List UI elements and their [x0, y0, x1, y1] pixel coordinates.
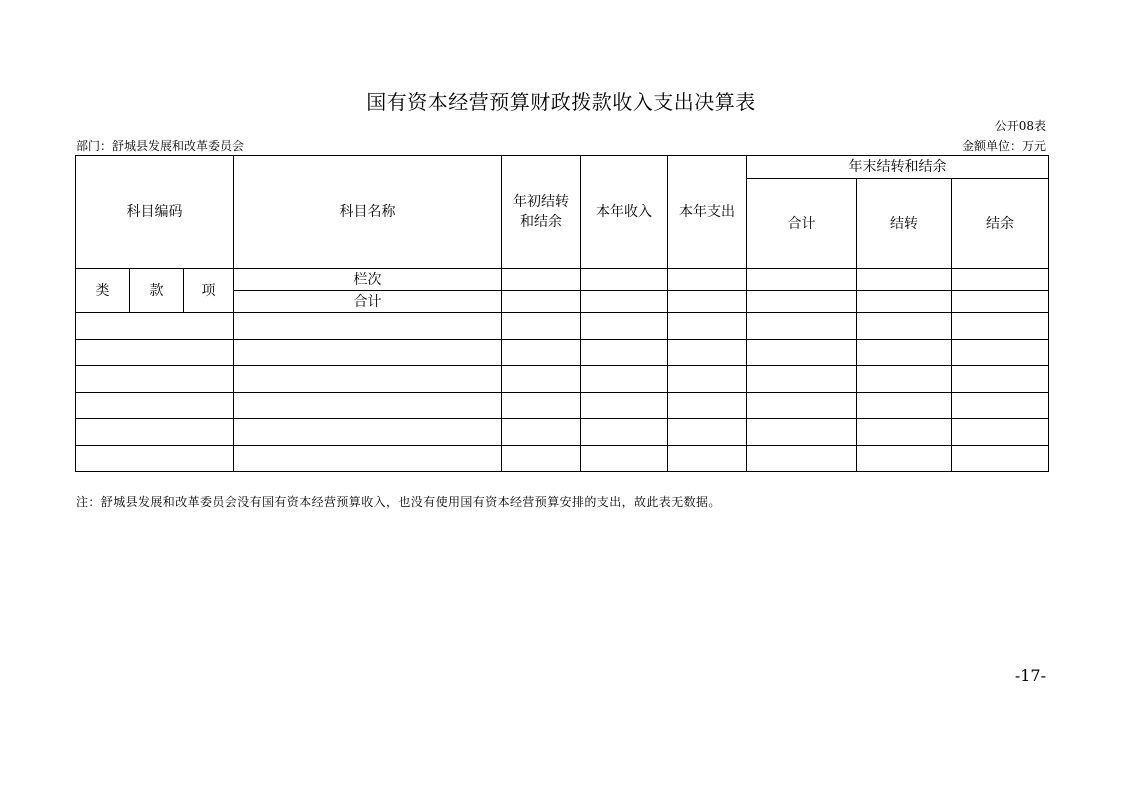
table-cell [668, 339, 747, 366]
table-cell [76, 419, 234, 446]
table-cell [857, 291, 952, 313]
table-cell [952, 392, 1049, 419]
amount-unit-label: 金额单位：万元 [961, 139, 1046, 153]
table-row-column-order [76, 269, 1049, 291]
table-cell [952, 269, 1049, 291]
table-cell [502, 419, 581, 446]
table-cell [747, 419, 857, 446]
table-row [76, 445, 1049, 472]
table-cell [857, 445, 952, 472]
table-cell [234, 445, 502, 472]
page-number: -17- [1014, 666, 1046, 685]
table-cell [747, 291, 857, 313]
table-cell [581, 269, 668, 291]
table-row [76, 419, 1049, 446]
table-cell [581, 392, 668, 419]
header-subject-name: 科目名称 [234, 156, 502, 269]
table-cell [581, 419, 668, 446]
table-cell [952, 445, 1049, 472]
budget-table [75, 155, 1049, 472]
table-cell [234, 419, 502, 446]
table-cell [747, 269, 857, 291]
table-cell [581, 313, 668, 340]
header-year-end: 年末结转和结余 [747, 156, 1049, 179]
table-cell [581, 339, 668, 366]
header-year-end-total: 合计 [747, 179, 857, 269]
table-cell [581, 445, 668, 472]
table-cell [581, 291, 668, 313]
column-order-label: 栏次 [234, 269, 502, 291]
table-row [76, 313, 1049, 340]
table-cell [668, 313, 747, 340]
table-cell [952, 313, 1049, 340]
table-cell [502, 366, 581, 393]
header-category: 类 [76, 269, 130, 313]
table-cell [76, 366, 234, 393]
header-year-end-surplus: 结余 [952, 179, 1049, 269]
table-cell [952, 419, 1049, 446]
table-cell [234, 313, 502, 340]
table-cell [747, 339, 857, 366]
table-cell [747, 392, 857, 419]
table-row [76, 366, 1049, 393]
table-cell [668, 291, 747, 313]
table-cell [668, 392, 747, 419]
department-label: 部门：舒城县发展和改革委员会 [76, 139, 245, 153]
header-subject-code: 科目编码 [76, 156, 234, 269]
table-cell [76, 445, 234, 472]
table-row [76, 392, 1049, 419]
table-cell [952, 291, 1049, 313]
total-label: 合计 [234, 291, 502, 313]
table-cell [747, 366, 857, 393]
table-cell [581, 366, 668, 393]
table-cell [76, 313, 234, 340]
header-income: 本年收入 [581, 156, 668, 269]
table-cell [857, 419, 952, 446]
form-number: 公开08表 [994, 119, 1046, 133]
table-cell [502, 392, 581, 419]
table-cell [502, 445, 581, 472]
table-cell [747, 313, 857, 340]
table-cell [668, 445, 747, 472]
table-cell [857, 366, 952, 393]
table-cell [857, 392, 952, 419]
table-cell [668, 366, 747, 393]
table-cell [952, 366, 1049, 393]
note-text: 注：舒城县发展和改革委员会没有国有资本经营预算收入，也没有使用国有资本经营预算安排的支出，故此表无数据。 [76, 495, 721, 509]
header-opening-balance: 年初结转和结余 [502, 156, 581, 269]
table-cell [76, 392, 234, 419]
table-cell [952, 339, 1049, 366]
table-cell [857, 313, 952, 340]
table-cell [234, 392, 502, 419]
table-cell [234, 366, 502, 393]
table-cell [502, 291, 581, 313]
header-section: 款 [130, 269, 184, 313]
table-cell [668, 269, 747, 291]
table-cell [668, 419, 747, 446]
table-cell [857, 269, 952, 291]
header-year-end-carryover: 结转 [857, 179, 952, 269]
table-cell [502, 269, 581, 291]
header-item: 项 [184, 269, 234, 313]
table-cell [857, 339, 952, 366]
empty-rows [76, 313, 1049, 472]
table-cell [502, 313, 581, 340]
table-cell [234, 339, 502, 366]
table-cell [502, 339, 581, 366]
header-expense: 本年支出 [668, 156, 747, 269]
page-title: 国有资本经营预算财政拨款收入支出决算表 [366, 90, 756, 114]
header-row-1 [76, 156, 1049, 179]
table-row [76, 339, 1049, 366]
table-cell [747, 445, 857, 472]
table-cell [76, 339, 234, 366]
